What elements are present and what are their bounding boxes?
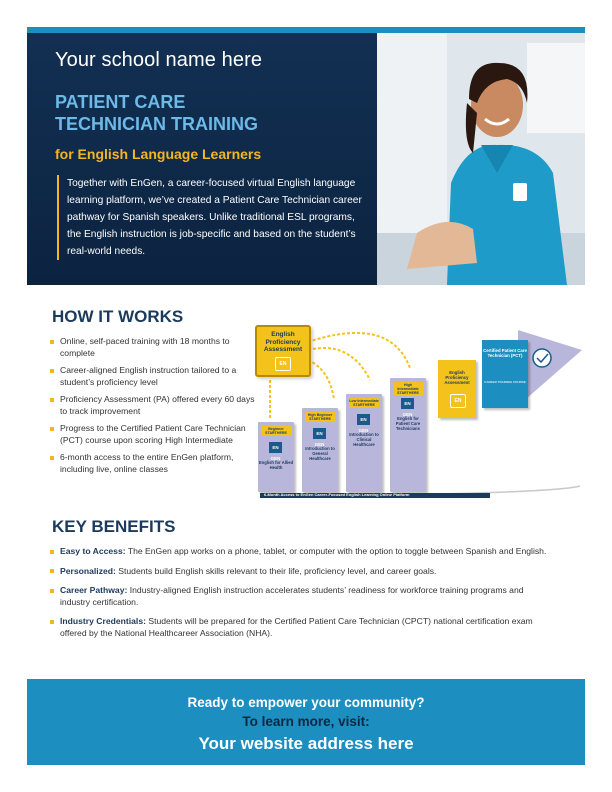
pct-course-box: [482, 340, 528, 408]
how-it-works-heading: HOW IT WORKS: [52, 307, 184, 326]
cta-headline: Ready to empower your community?: [187, 695, 425, 710]
step-level-tag: High Beginner STARTHERE: [305, 412, 335, 422]
hero-text-panel: [27, 33, 377, 285]
pa-label: English Proficiency Assessment: [444, 370, 470, 386]
title-line-1: PATIENT CARE: [55, 92, 186, 112]
step-level-tag: Beginner STARTHERE: [261, 426, 291, 436]
platform-access-label: 6-Month Access to EnGen Career-Focused English Learning Online Platform: [264, 492, 410, 497]
engen-icon: EN GEN: [357, 414, 370, 425]
pct-sublabel: CAREER TRAINING COURSE: [484, 380, 526, 384]
key-benefits-list: [48, 546, 548, 647]
key-benefits-heading: KEY BENEFITS: [52, 517, 176, 536]
intro-paragraph: Together with EnGen, a career-focused virtual English language learning platform, we’ve created a Patient Care Technician career pathway for Spanish speakers. Unlike traditional ESL programs, the English instruction is job-specific and based on the student’s real-world needs.: [57, 175, 369, 260]
engen-icon: EN GEN: [401, 398, 414, 409]
assessment-box: [255, 325, 311, 377]
step-level-tag: High Intermediate STARTHERE: [393, 382, 423, 396]
step-level-tag: Low Intermediate STARTHERE: [349, 399, 379, 407]
list-item: Progress to the Certified Patient Care Technician (PCT) course upon scoring High Intermediate: [48, 423, 258, 446]
nurse-photo: [377, 33, 585, 285]
step-name: Introduction to General Healthcare: [305, 446, 335, 461]
pct-label: Certified Patient Care Technician (PCT): [483, 348, 527, 358]
benefit-text: Students build English skills relevant to their life, proficiency level, and career goals.: [115, 565, 437, 576]
step-name: Introduction to Clinical Healthcare: [349, 432, 379, 447]
page-title: [55, 91, 258, 135]
list-item: Career-aligned English instruction tailored to a student’s proficiency level: [48, 365, 258, 388]
benefit-label: Easy to Access:: [60, 546, 126, 556]
cta-learn-more: To learn more, visit:: [242, 714, 370, 729]
how-it-works-list: [48, 336, 258, 481]
benefit-label: Industry Credentials:: [60, 616, 146, 626]
hero-banner: [27, 33, 585, 285]
school-name: Your school name here: [55, 49, 263, 71]
step-intro-clinical-healthcare: [346, 394, 382, 492]
list-item: 6-month access to the entire EnGen platform, including live, online classes: [48, 452, 258, 475]
list-item: [48, 585, 548, 608]
assessment-label: English Proficiency Assessment: [263, 331, 303, 353]
step-intro-general-healthcare: [302, 408, 338, 492]
benefit-text: Students will be prepared for the Certified Patient Care Technician (CPCT) national certification exam offered by the National Healthcareer Association (NHA).: [60, 616, 533, 638]
title-line-2: TECHNICIAN TRAINING: [55, 114, 258, 134]
benefit-text: The EnGen app works on a phone, tablet, or computer with the option to toggle between Spanish and English.: [125, 546, 547, 556]
en-badge-icon: EN: [450, 394, 466, 408]
benefit-label: Career Pathway:: [60, 585, 128, 595]
cta-footer: [27, 679, 585, 765]
benefit-label: Personalized:: [60, 565, 116, 576]
list-item: [48, 616, 548, 639]
engen-icon: EN GEN: [269, 442, 282, 453]
certification-badge-icon: [533, 349, 551, 367]
dotted-arrow-3: [308, 348, 370, 380]
step-english-pct: [390, 378, 426, 492]
step-name: English for Allied Health: [258, 460, 294, 470]
list-item: [48, 566, 548, 578]
page-subtitle: for English Language Learners: [55, 146, 262, 162]
dotted-arrow-2: [308, 360, 334, 400]
website-link[interactable]: Your website address here: [198, 734, 414, 753]
pathway-diagram: [250, 320, 590, 502]
en-badge-icon: EN: [275, 357, 291, 371]
list-item: Online, self-paced training with 18 months to complete: [48, 336, 258, 359]
list-item: [48, 546, 548, 558]
list-item: Proficiency Assessment (PA) offered every 60 days to track improvement: [48, 394, 258, 417]
engen-icon: EN GEN: [313, 428, 326, 439]
step-name: English for Patient Care Technicians: [395, 416, 421, 431]
nurse-illustration: [377, 33, 585, 285]
proficiency-assessment-box: [438, 360, 476, 418]
benefit-text: Industry-aligned English instruction accelerates students’ readiness for workforce training programs and industry certification.: [60, 585, 524, 607]
step-english-allied-health: [258, 422, 294, 492]
